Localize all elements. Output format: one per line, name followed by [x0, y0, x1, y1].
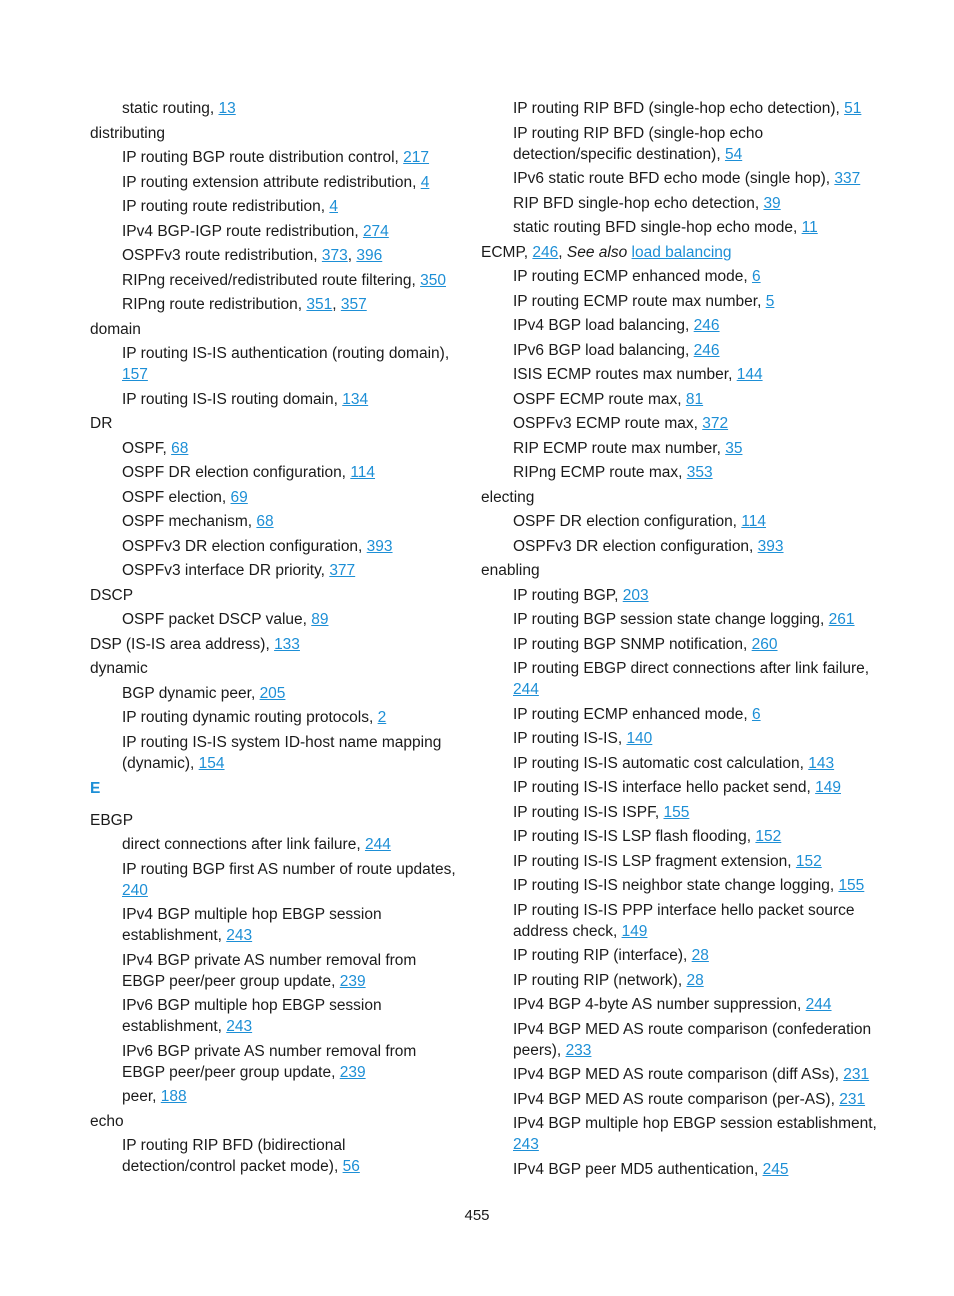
- index-subterm: [481, 364, 881, 385]
- page-link[interactable]: 377: [329, 562, 356, 579]
- see-also-link[interactable]: load balancing: [631, 243, 732, 261]
- page-link[interactable]: 155: [663, 803, 690, 821]
- entry-text: IP routing IS-IS automatic cost calculation,: [513, 754, 809, 772]
- page-link[interactable]: 134: [342, 390, 369, 408]
- index-subterm: [481, 536, 881, 557]
- index-subterm: [481, 826, 881, 847]
- entry-text: echo: [90, 1112, 124, 1130]
- page-link[interactable]: 28: [686, 971, 704, 989]
- index-subterm: [481, 728, 881, 749]
- page-link[interactable]: 68: [171, 439, 189, 457]
- page-link[interactable]: 6: [751, 705, 761, 723]
- page-link[interactable]: 114: [350, 464, 376, 481]
- index-subterm: [90, 98, 460, 119]
- page-link[interactable]: 243: [226, 927, 253, 944]
- index-subterm: [481, 413, 881, 434]
- index-term: [90, 810, 460, 831]
- page-link[interactable]: 54: [724, 145, 743, 163]
- page-link[interactable]: 393: [757, 537, 784, 555]
- page-link[interactable]: 154: [198, 754, 225, 772]
- page-link[interactable]: 396: [356, 247, 383, 264]
- entry-text: BGP dynamic peer,: [122, 684, 260, 702]
- page-link[interactable]: 203: [622, 586, 649, 604]
- entry-text: IP routing IS-IS system ID-host name mapping (dynamic),: [122, 733, 442, 772]
- index-subterm: [90, 560, 460, 581]
- index-subterm: [481, 98, 881, 119]
- page-link[interactable]: 357: [340, 296, 367, 313]
- index-subterm: [90, 609, 460, 630]
- page-link[interactable]: 244: [513, 681, 539, 698]
- entry-text: IPv4 BGP peer MD5 authentication,: [513, 1160, 763, 1178]
- entry-text: IPv4 BGP-IGP route redistribution,: [122, 222, 363, 240]
- index-subterm: [481, 900, 881, 942]
- page-link[interactable]: 4: [420, 173, 430, 191]
- index-term: [90, 658, 460, 679]
- entry-text: IP routing BGP,: [513, 586, 623, 604]
- index-subterm: OSPFv3 route redistribution, 373, 396: [122, 247, 383, 264]
- index-subterm: [90, 511, 460, 532]
- index-subterm: [90, 343, 460, 385]
- entry-text: IP routing BGP first AS number of route updates,: [122, 860, 456, 878]
- index-subterm: [90, 196, 460, 217]
- index-subterm: [481, 315, 881, 336]
- entry-text: IP routing extension attribute redistribution,: [122, 173, 421, 191]
- index-subterm: [481, 266, 881, 287]
- entry-text: IPv6 BGP load balancing,: [513, 341, 694, 359]
- page-link[interactable]: 68: [256, 513, 274, 530]
- entry-text: IPv4 BGP MED AS route comparison (confederation peers),: [513, 1020, 872, 1059]
- page-link[interactable]: 6: [751, 268, 761, 285]
- entry-text: IP routing IS-IS routing domain,: [122, 390, 343, 408]
- index-subterm: [481, 168, 881, 189]
- page-link[interactable]: 143: [808, 754, 835, 772]
- index-subterm: [90, 1135, 460, 1177]
- page-link[interactable]: 152: [755, 828, 782, 845]
- page-link[interactable]: 351: [306, 296, 333, 313]
- page-link[interactable]: 233: [565, 1041, 592, 1059]
- page-link[interactable]: 239: [339, 972, 366, 990]
- entry-text: OSPF election,: [122, 488, 231, 506]
- index-term: [481, 487, 881, 508]
- index-subterm: [90, 389, 460, 410]
- page-link[interactable]: 350: [420, 271, 446, 289]
- index-term: [90, 413, 460, 434]
- page-number: 455: [464, 1207, 490, 1224]
- entry-text: ISIS ECMP routes max number,: [513, 366, 737, 383]
- entry-text: IPv4 BGP private AS number removal from EBGP peer/peer group update,: [122, 951, 417, 990]
- page-link[interactable]: 28: [691, 947, 709, 964]
- index-subterm: [481, 1113, 881, 1155]
- entry-text: OSPF,: [122, 439, 172, 457]
- entry-text: IP routing RIP (network),: [513, 971, 687, 989]
- index-subterm: [481, 389, 881, 410]
- entry-text: static routing,: [122, 100, 219, 117]
- page-link[interactable]: 337: [834, 170, 861, 187]
- page-link[interactable]: 188: [160, 1088, 187, 1105]
- index-subterm: [481, 511, 881, 532]
- entry-text: IP routing BGP SNMP notification,: [513, 635, 752, 653]
- index-subterm: [90, 270, 460, 291]
- index-term: [90, 585, 460, 606]
- entry-text: IP routing BGP session state change logging,: [513, 611, 829, 628]
- index-subterm: [90, 462, 460, 483]
- entry-text: IP routing IS-IS neighbor state change logging,: [513, 877, 839, 894]
- index-subterm: [481, 777, 881, 798]
- entry-text: OSPFv3 route redistribution,: [122, 247, 322, 264]
- left-column: [90, 98, 460, 1181]
- page-link[interactable]: 274: [362, 222, 389, 240]
- index-subterm: [90, 859, 460, 901]
- index-subterm: [481, 193, 881, 214]
- right-column: [481, 98, 881, 1183]
- entry-text: DR: [90, 415, 113, 432]
- index-subterm: [481, 340, 881, 361]
- index-subterm: [90, 904, 460, 946]
- entry-text: RIPng route redistribution,: [122, 296, 307, 313]
- page-link[interactable]: 245: [762, 1160, 789, 1178]
- page-link[interactable]: 81: [685, 390, 704, 408]
- entry-text: OSPF packet DSCP value,: [122, 611, 312, 628]
- entry-text: distributing: [90, 124, 165, 142]
- entry-text: RIP ECMP route max number,: [513, 439, 726, 457]
- page-link[interactable]: 13: [218, 100, 236, 117]
- index-subterm: [481, 438, 881, 459]
- index-subterm: [90, 147, 460, 168]
- index-subterm: [481, 970, 881, 991]
- entry-text: IPv6 BGP private AS number removal from EBGP peer/peer group update,: [122, 1042, 417, 1081]
- page-link[interactable]: 152: [795, 852, 822, 870]
- index-subterm: [90, 221, 460, 242]
- page-link[interactable]: 35: [725, 439, 743, 457]
- index-term: [481, 560, 881, 581]
- entry-text: OSPF mechanism,: [122, 513, 257, 530]
- entry-text: IP routing dynamic routing protocols,: [122, 709, 378, 726]
- index-subterm: [90, 995, 460, 1037]
- index-subterm: [90, 438, 460, 459]
- index-term: [90, 1111, 460, 1132]
- page-link[interactable]: 244: [805, 996, 832, 1013]
- page-link[interactable]: 149: [621, 922, 648, 940]
- page-link[interactable]: 4: [329, 198, 338, 215]
- page-link[interactable]: 260: [751, 635, 778, 653]
- index-subterm: [90, 683, 460, 704]
- entry-text: OSPF DR election configuration,: [122, 464, 351, 481]
- index-subterm: [90, 732, 460, 774]
- index-subterm: [481, 994, 881, 1015]
- entry-text: IPv4 BGP load balancing,: [513, 317, 694, 334]
- index-subterm: [481, 609, 881, 630]
- entry-text: IP routing IS-IS authentication (routing domain),: [122, 345, 450, 362]
- entry-text: IP routing RIP (interface),: [513, 947, 692, 964]
- page-link[interactable]: 157: [122, 366, 148, 383]
- index-subterm: [481, 1019, 881, 1061]
- entry-text: IPv4 BGP multiple hop EBGP session establishment,: [513, 1115, 877, 1132]
- entry-text: DSP (IS-IS area address),: [90, 635, 275, 653]
- entry-text: RIPng received/redistributed route filtering,: [122, 271, 421, 289]
- index-subterm: RIPng route redistribution, 351, 357: [122, 296, 367, 313]
- entry-text: IPv4 BGP MED AS route comparison (diff ASs),: [513, 1066, 844, 1083]
- page-link[interactable]: 2: [377, 709, 387, 726]
- index-subterm: [481, 291, 881, 312]
- entry-text: IP routing route redistribution,: [122, 198, 330, 215]
- entry-text: IP routing ECMP route max number,: [513, 292, 766, 310]
- page-link[interactable]: 39: [763, 194, 781, 212]
- entry-text: IP routing IS-IS LSP flash flooding,: [513, 828, 756, 845]
- page-link[interactable]: 56: [342, 1158, 360, 1175]
- index-subterm: [90, 487, 460, 508]
- page-link[interactable]: 372: [702, 415, 729, 432]
- entry-text: IPv4 BGP multiple hop EBGP session establishment,: [122, 906, 382, 944]
- index-subterm: [481, 851, 881, 872]
- entry-text: IP routing IS-IS interface hello packet send,: [513, 779, 816, 796]
- index-term: ECMP, 246, See also load balancing: [481, 243, 732, 261]
- index-section-letter: E: [90, 779, 101, 797]
- page-link[interactable]: 149: [815, 779, 842, 796]
- entry-text: static routing BFD single-hop echo mode,: [513, 219, 802, 236]
- see-also-label: See also: [566, 243, 628, 261]
- page-link[interactable]: 144: [736, 366, 763, 383]
- entry-text: EBGP: [90, 811, 134, 829]
- entry-text: IP routing IS-IS PPP interface hello packet source address check,: [513, 901, 855, 940]
- index-subterm: [481, 1089, 881, 1110]
- entry-text: dynamic: [90, 660, 148, 677]
- index-subterm: [90, 834, 460, 855]
- index-subterm: [481, 634, 881, 655]
- page-link[interactable]: 133: [274, 635, 300, 653]
- entry-text: RIPng ECMP route max,: [513, 464, 687, 481]
- entry-text: IPv4 BGP 4-byte AS number suppression,: [513, 996, 806, 1013]
- entry-text: ECMP,: [481, 243, 533, 261]
- page-link[interactable]: 231: [843, 1066, 870, 1083]
- index-subterm: [481, 217, 881, 238]
- entry-text: IP routing RIP BFD (single-hop echo detection/specific destination),: [513, 124, 764, 163]
- entry-text: IP routing RIP BFD (bidirectional detection/control packet mode),: [122, 1137, 346, 1175]
- page-link[interactable]: 51: [844, 100, 862, 117]
- entry-text: IPv6 BGP multiple hop EBGP session establishment,: [122, 997, 382, 1035]
- entry-text: IPv6 static route BFD echo mode (single hop),: [513, 170, 835, 187]
- entry-text: OSPFv3 DR election configuration,: [122, 537, 367, 555]
- entry-text: IP routing RIP BFD (single-hop echo detection),: [513, 100, 845, 117]
- entry-text: IP routing EBGP direct connections after link failure,: [513, 660, 870, 677]
- page-link[interactable]: 155: [838, 877, 865, 894]
- page-link[interactable]: 11: [801, 219, 818, 236]
- page-link[interactable]: 140: [626, 730, 653, 747]
- page-link[interactable]: 240: [122, 881, 148, 899]
- page-link[interactable]: 243: [513, 1136, 539, 1153]
- page-link[interactable]: 373: [321, 247, 348, 264]
- index-term: [90, 319, 460, 340]
- index-subterm: [90, 1086, 460, 1107]
- page-link[interactable]: 261: [828, 611, 855, 628]
- entry-text: OSPF DR election configuration,: [513, 513, 742, 530]
- entry-text: peer,: [122, 1088, 161, 1105]
- entry-text: electing: [481, 488, 535, 506]
- page-link[interactable]: 114: [741, 513, 767, 530]
- page-link[interactable]: 243: [226, 1018, 253, 1035]
- index-term: [90, 123, 460, 144]
- index-subterm: [481, 1159, 881, 1180]
- entry-text: IP routing IS-IS,: [513, 730, 627, 747]
- entry-text: direct connections after link failure,: [122, 836, 365, 853]
- page-link[interactable]: 239: [339, 1063, 366, 1081]
- index-subterm: [481, 945, 881, 966]
- index-subterm: [90, 1041, 460, 1083]
- page-link[interactable]: 246: [693, 317, 720, 334]
- page-link[interactable]: 217: [403, 149, 430, 166]
- entry-text: IPv4 BGP MED AS route comparison (per-AS),: [513, 1090, 840, 1108]
- index-subterm: [481, 875, 881, 896]
- index-subterm: [90, 950, 460, 992]
- index-subterm: [481, 123, 881, 165]
- entry-text: OSPFv3 ECMP route max,: [513, 415, 703, 432]
- index-term: [90, 634, 460, 655]
- index-subterm: [481, 753, 881, 774]
- page-link[interactable]: 231: [839, 1090, 866, 1108]
- entry-text: IP routing IS-IS LSP fragment extension,: [513, 852, 796, 870]
- entry-text: OSPFv3 DR election configuration,: [513, 537, 758, 555]
- index-subterm: [90, 707, 460, 728]
- page-link[interactable]: 205: [259, 684, 286, 702]
- page-link[interactable]: 393: [366, 537, 393, 555]
- entry-text: RIP BFD single-hop echo detection,: [513, 194, 764, 212]
- entry-text: IP routing ECMP enhanced mode,: [513, 268, 752, 285]
- index-subterm: [90, 172, 460, 193]
- index-subterm: [481, 658, 881, 700]
- page-link[interactable]: 353: [686, 464, 713, 481]
- entry-text: IP routing BGP route distribution control,: [122, 149, 404, 166]
- index-subterm: [481, 462, 881, 483]
- index-subterm: [481, 1064, 881, 1085]
- entry-text: DSCP: [90, 586, 134, 604]
- page-link[interactable]: 244: [364, 836, 391, 853]
- index-subterm: [481, 585, 881, 606]
- page-link[interactable]: 69: [230, 488, 248, 506]
- index-subterm: [481, 704, 881, 725]
- index-subterm: [90, 536, 460, 557]
- index-subterm: [481, 802, 881, 823]
- entry-text: domain: [90, 320, 141, 338]
- entry-text: OSPFv3 interface DR priority,: [122, 562, 330, 579]
- page-link[interactable]: 246: [693, 341, 720, 359]
- entry-text: IP routing IS-IS ISPF,: [513, 803, 664, 821]
- page-link[interactable]: 246: [532, 243, 559, 261]
- entry-text: OSPF ECMP route max,: [513, 390, 686, 408]
- page-link[interactable]: 5: [765, 292, 775, 310]
- entry-text: IP routing ECMP enhanced mode,: [513, 705, 752, 723]
- page-link[interactable]: 89: [311, 611, 329, 628]
- entry-text: enabling: [481, 562, 540, 579]
